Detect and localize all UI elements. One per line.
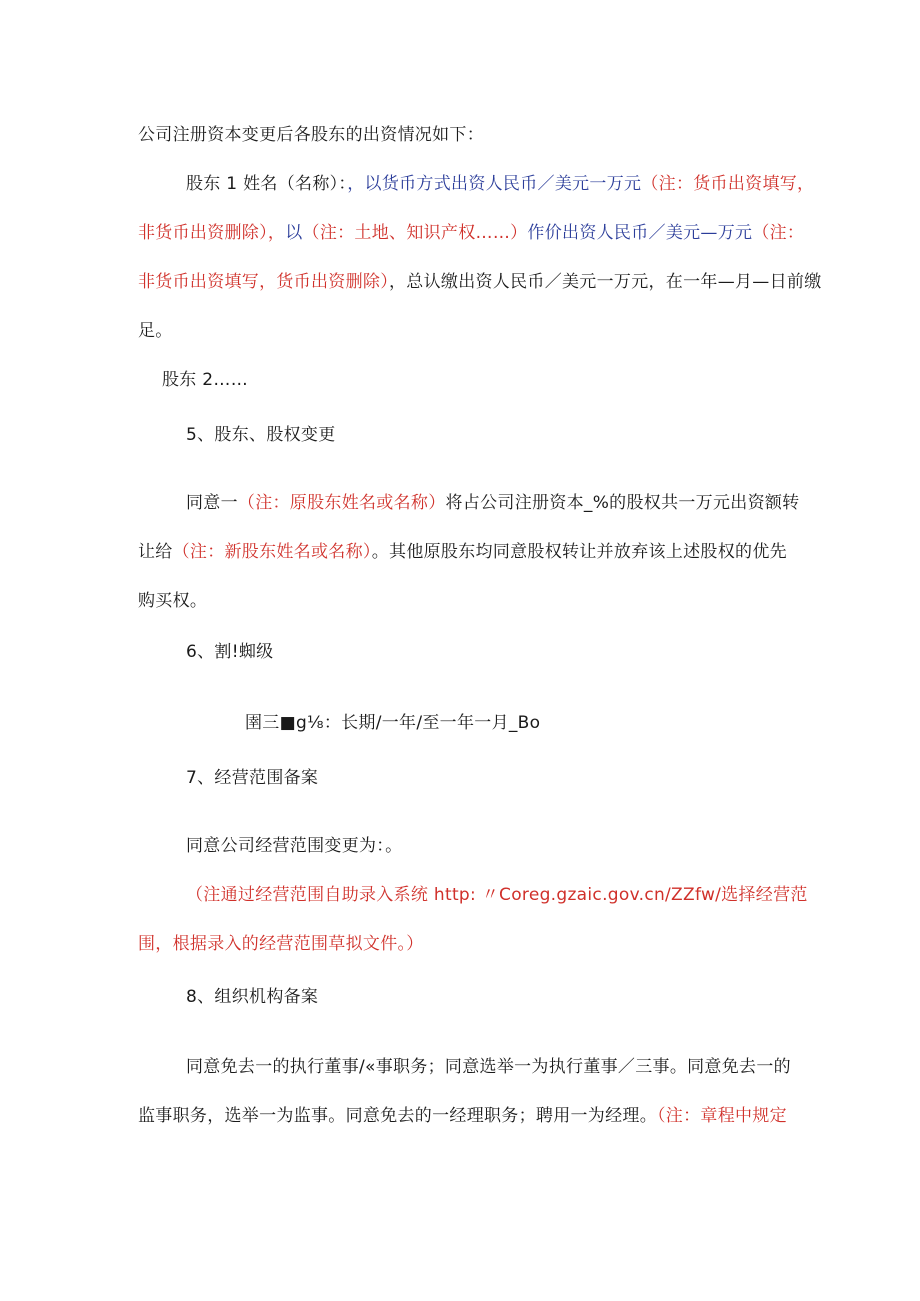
shareholder1-noncash-note: （注：土地、知识产权……） (302, 223, 528, 243)
shareholder1-line3 (138, 271, 822, 293)
section7-scope-text: 同意公司经营范围变更为：。 (186, 836, 403, 856)
section8-supervisor-text: 监事职务，选举一为监事。同意免去的一经理职务；聘用一为经理。 (138, 1106, 657, 1126)
section7-note-end: 围，根据录入的经营范围草拟文件。） (138, 934, 424, 954)
section8-title: 8、组织机构备案 (186, 987, 319, 1007)
section5-waiver-text: 。其他原股东均同意股权转让并放弃该上述股权的优先 (371, 542, 787, 562)
section5-transfer-to: 让给 (138, 542, 173, 562)
shareholder1-cash-note: （注：货币出资填写， (641, 174, 815, 194)
shareholder1-cash-contribution: ，以货币方式出资人民币／美元一万元 (347, 174, 642, 194)
section6-heading (186, 641, 273, 663)
shareholder2-line (162, 369, 248, 391)
section7-heading (186, 767, 318, 789)
section7-note-line1 (186, 884, 808, 906)
section7-note-line2 (138, 933, 424, 955)
section8-note: （注：章程中规定 (657, 1106, 787, 1126)
section5-old-shareholder-note: （注：原股东姓名或名称） (237, 493, 446, 513)
section5-agree: 同意一 (186, 493, 238, 513)
intro-sentence: 公司注册资本变更后各股东的出资情况如下： (138, 125, 484, 145)
section5-line2 (138, 541, 787, 563)
shareholder1-total-end: 足。 (138, 321, 173, 341)
section8-line1 (186, 1056, 791, 1078)
shareholder1-noncash-prefix: 以 (285, 223, 303, 243)
section7-title: 7、经营范围备案 (186, 768, 319, 788)
section5-line1 (186, 492, 799, 514)
shareholder1-line4 (138, 320, 173, 342)
section8-director-text: 同意免去一的执行董事/«事职务；同意选举一为执行董事／三事。同意免去一的 (186, 1057, 791, 1077)
shareholder1-cash-note-end: 非货币出资删除）， (138, 223, 286, 243)
section5-waiver-end: 购买权。 (138, 591, 208, 611)
section5-new-shareholder-note: （注：新股东姓名或名称） (172, 542, 372, 562)
section7-line (186, 835, 402, 857)
section5-heading (186, 424, 336, 446)
intro-text (138, 124, 484, 146)
shareholder1-noncash-note2-end: 非货币出资填写，货币出资删除） (138, 272, 389, 292)
section8-heading (186, 986, 318, 1008)
section6-term-text: 圉三■g⅛：长期/一年/至一年一月_Bo (245, 713, 541, 733)
shareholder1-line2 (138, 222, 804, 244)
shareholder1-label: 股东 1 姓名（名称）： (186, 174, 348, 194)
section5-line3 (138, 590, 207, 612)
shareholder1-noncash-note2: （注： (752, 223, 805, 243)
section8-line2 (138, 1105, 787, 1127)
section7-note-start: （注通过经营范围自助录入系统 http: 〃Coreg.gzaic.gov.cn/ZZfw/选择经营范 (186, 885, 808, 905)
shareholder1-line1 (186, 173, 814, 195)
shareholder2-label: 股东 2…… (162, 370, 249, 390)
section6-line (245, 712, 540, 734)
section5-title: 5、股东、股权变更 (186, 425, 336, 445)
section6-title: 6、割!蜘级 (186, 642, 274, 662)
shareholder1-noncash-contribution: 作价出资人民币／美元—万元 (527, 223, 753, 243)
section5-transfer-text: 将占公司注册资本_%的股权共一万元出资额转 (445, 493, 800, 513)
shareholder1-total: ，总认缴出资人民币／美元一万元，在一年—月—日前缴 (389, 272, 822, 292)
